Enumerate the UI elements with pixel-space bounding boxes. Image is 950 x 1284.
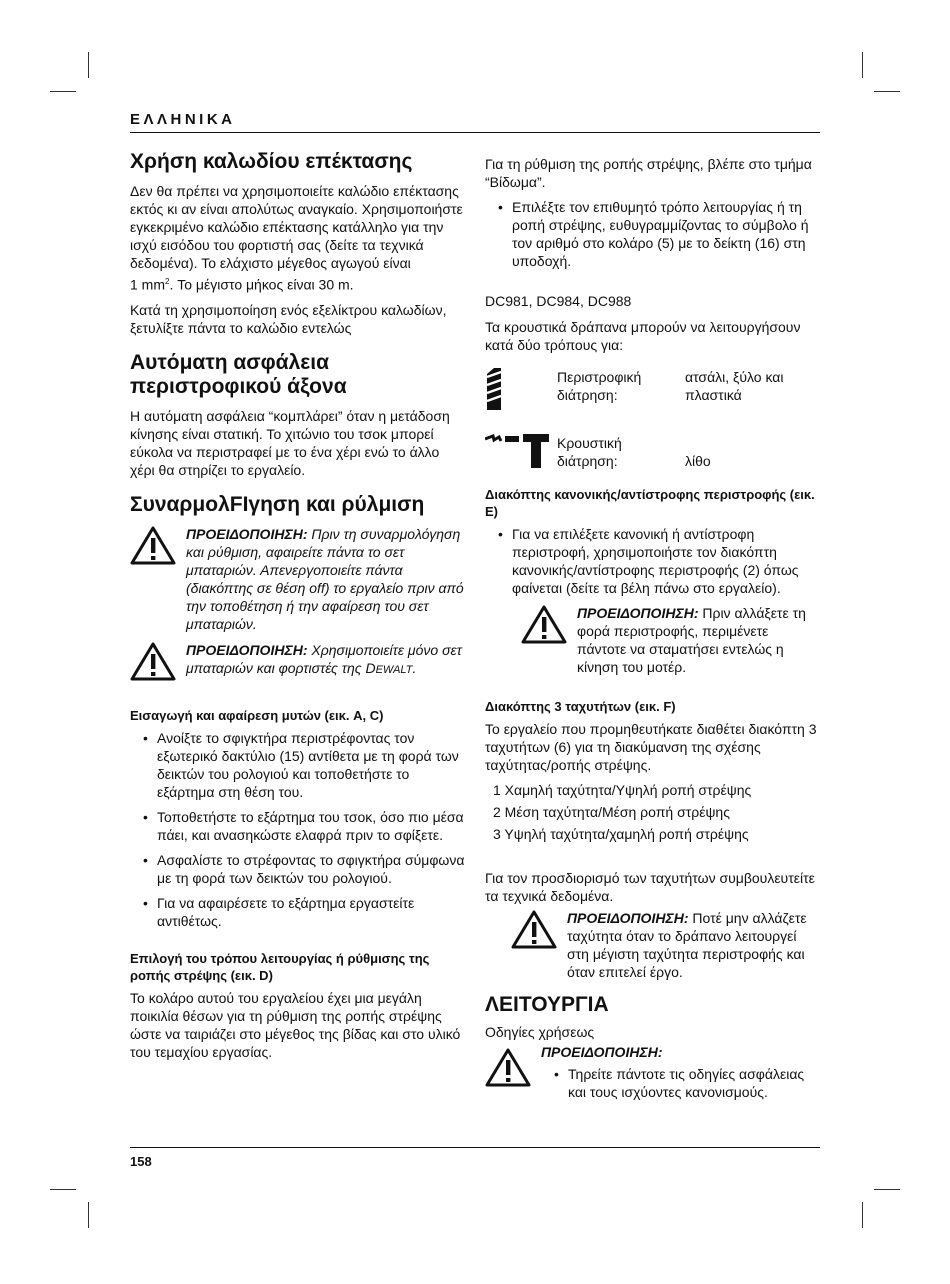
list-item: • Για να επιλέξετε κανονική ή αντίστροφη περιστροφή, χρησιμοποιήστε τον διακόπτη κανονικής/αντίστροφης περιστροφής (2) όπως φαίνεται (δείτε τα βέλη πάνω στο εργαλείο). xyxy=(485,525,821,597)
list-item: 2 Μέση ταχύτητα/Μέση ροπή στρέψης xyxy=(493,804,730,820)
warning-text: ΠΡΟΕΙΔΟΠΟΙΗΣΗ: • Τηρείτε πάντοτε τις οδηγίες ασφάλειας και τους ισχύοντες κανονισμούς. xyxy=(541,1043,821,1108)
warning-text: ΠΡΟΕΙΔΟΠΟΙΗΣΗ: Ποτέ μην αλλάζετε ταχύτητα όταν το δράπανο λειτουργεί στη μέγιστη ταχύτητα περιστροφής και όταν επιτελεί έργο. xyxy=(567,910,807,980)
crop-mark xyxy=(862,52,863,78)
mode-material: λίθο xyxy=(685,453,711,469)
warning-block xyxy=(485,1043,821,1108)
page-number: 158 xyxy=(130,1154,152,1169)
mode-label: Κρουστική διάτρηση: xyxy=(557,435,622,469)
crop-mark xyxy=(862,1202,863,1228)
paragraph: Για τη ρύθμιση της ροπής στρέψης, βλέπε στο τμήμα “Βίδωμα”. xyxy=(485,156,812,190)
direction-list xyxy=(485,525,821,597)
operation-list xyxy=(541,1065,821,1101)
drilling-modes-table xyxy=(485,368,821,470)
crop-mark xyxy=(874,1189,900,1190)
paragraph: Κατά τη χρησιμοποίηση ενός εξελίκτρου καλωδίων, ξετυλίξτε πάντα το καλώδιο εντελώς xyxy=(130,301,447,336)
crop-mark xyxy=(50,1189,76,1190)
footer-rule xyxy=(130,1147,820,1148)
subheading-mode-selection: Επιλογή του τρόπου λειτουργίας ή ρύθμισης της ροπής στρέψης (εικ. D) xyxy=(130,950,430,983)
language-header: ΕΛΛΗΝΙΚΑ xyxy=(130,111,236,128)
subheading-bit-insertion: Εισαγωγή και αφαίρεση μυτών (εικ. A, C) xyxy=(130,707,384,723)
list-item: • Ασφαλίστε το στρέφοντας το σφιγκτήρα σύμφωνα με τη φορά των δεικτών του ρολογιού. xyxy=(130,851,466,887)
list-item: • Επιλέξτε τον επιθυμητό τρόπο λειτουργίας ή τη ροπή στρέψης, ευθυγραμμίζοντας το σύμβολο ή τον αριθμό στο κολάρο (5) με το δείκτη (16) στη υποδοχή. xyxy=(485,198,821,270)
warning-text: ΠΡΟΕΙΔΟΠΟΙΗΣΗ: Πριν τη συναρμολόγηση και ρύθμιση, αφαιρείτε πάντα το σετ μπαταριών. Απενεργοποιείτε πάντα (διακόπτης σε θέση off) το εργαλείο πριν από την τοποθέτηση ή την αφαίρεση του σετ μπαταριών. xyxy=(186,525,464,632)
paragraph: Τα κρουστικά δράπανα μπορούν να λειτουργήσουν κατά δύο τρόπους για: xyxy=(485,319,801,353)
crop-mark xyxy=(874,91,900,92)
list-item: 3 Υψηλή ταχύτητα/χαμηλή ροπή στρέψης xyxy=(493,826,749,842)
crop-mark xyxy=(88,1202,89,1228)
mode-select-list xyxy=(485,198,821,270)
warning-icon xyxy=(130,641,182,685)
list-item: • Ανοίξτε το σφιγκτήρα περιστρέφοντας τον εξωτερικό δακτύλιο (15) αντίθετα με τη φορά των δεικτών του ρολογιού και τοποθετήστε το εξάρτημα στη θέση του. xyxy=(130,729,466,801)
section-title-spindle-lock: Αυτόματη ασφάλεια περιστροφικού άξονα xyxy=(130,350,347,398)
warning-icon xyxy=(511,909,563,953)
header-rule xyxy=(130,132,820,133)
warning-icon xyxy=(130,525,182,569)
drill-bit-icon xyxy=(485,368,557,410)
operation-subtitle: Οδηγίες χρήσεως xyxy=(485,1024,595,1040)
hammer-icon xyxy=(485,434,557,470)
paragraph: 1 $mm^2$. Το μέγιστο μήκος είναι 30 m. xyxy=(130,276,354,293)
warning-text: ΠΡΟΕΙΔΟΠΟΙΗΣΗ: Χρησιμοποιείτε μόνο σετ μπαταριών και φορτιστές της DEWALT. xyxy=(186,641,462,676)
section-title-assembly: ΣυναρμολFIγηση και ρύλμιση xyxy=(130,492,425,516)
mode-material: ατσάλι, ξύλο και πλαστικά xyxy=(685,369,784,403)
subheading-direction-switch: Διακόπτης κανονικής/αντίστροφης περιστροφής (εικ. E) xyxy=(485,487,815,519)
warning-text: ΠΡΟΕΙΔΟΠΟΙΗΣΗ: Πριν αλλάξετε τη φορά περιστροφής, περιμένετε πάντοτε να σταματήσει εντελώς η κίνηση του μοτέρ. xyxy=(577,605,806,675)
left-column xyxy=(130,150,466,1068)
subheading-speed-switch: Διακόπτης 3 ταχυτήτων (εικ. F) xyxy=(485,699,676,714)
mode-label: Περιστροφική διάτρηση: xyxy=(557,369,642,403)
list-item: • Για να αφαιρέσετε το εξάρτημα εργαστείτε αντιθέτως. xyxy=(130,894,466,930)
paragraph: Για τον προσδιορισμό των ταχυτήτων συμβουλευτείτε τα τεχνικά δεδομένα. xyxy=(485,870,815,904)
warning-icon xyxy=(485,1043,537,1091)
warning-block xyxy=(485,909,821,981)
section-title-extension-cord: Χρήση καλωδίου επέκτασης xyxy=(130,150,413,173)
list-item: • Τηρείτε πάντοτε τις οδηγίες ασφάλειας και τους ισχύοντες κανονισμούς. xyxy=(541,1065,821,1101)
list-item: 1 Χαμηλή ταχύτητα/Υψηλή ροπή στρέψης xyxy=(493,782,752,798)
right-column xyxy=(485,155,821,1116)
warning-icon xyxy=(521,604,573,648)
paragraph: Η αυτόματη ασφάλεια “κομπλάρει” όταν η μετάδοση κίνησης είναι στατική. Το χιτώνιο του τσοκ μπορεί εύκολα να περιστραφεί με το ένα χέρι ενώ το άλλο χέρι θα στηρίζει το εργαλείο. xyxy=(130,407,450,478)
brand-name: DEWALT xyxy=(365,659,413,676)
speed-list xyxy=(485,781,821,843)
paragraph: Το κολάρο αυτού του εργαλείου έχει μια μεγάλη ποικιλία θέσων για τη ρύθμιση της ροπής στρέψης ώστε να ταιριάζει στο μέγεθος της βίδας και στο υλικό του τεμαχίου εργασίας. xyxy=(130,989,461,1060)
model-numbers: DC981, DC984, DC988 xyxy=(485,293,632,309)
crop-mark xyxy=(88,52,89,78)
warning-block xyxy=(130,641,466,685)
warning-block xyxy=(130,525,466,633)
paragraph: Το εργαλείο που προμηθευτήκατε διαθέτει διακόπτη 3 ταχυτήτων (6) για τη διακύμανση της σχέσης ταχύτητας/ροπής στρέψης. xyxy=(485,721,817,773)
bit-insertion-list xyxy=(130,729,466,930)
list-item: • Τοποθετήστε το εξάρτημα του τσοκ, όσο πιο μέσα πάει, και ανασηκώστε ελαφρά πριν το σφίξετε. xyxy=(130,808,466,844)
crop-mark xyxy=(50,91,76,92)
paragraph: Δεν θα πρέπει να χρησιμοποιείτε καλώδιο επέκτασης εκτός κι αν είναι απολύτως αναγκαίο. Χρησιμοποιήστε εγκεκριμένο καλώδιο επέκτασης κατάλληλο για την ισχύ εισόδου του φορτιστή σας (δείτε τα τεχνικά δεδομένα). Το ελάχιστο μέγεθος αγωγού είναι xyxy=(130,183,463,271)
warning-block xyxy=(485,604,821,676)
section-title-operation: ΛΕΙΤΟΥΡΓΙΑ xyxy=(485,993,609,1016)
